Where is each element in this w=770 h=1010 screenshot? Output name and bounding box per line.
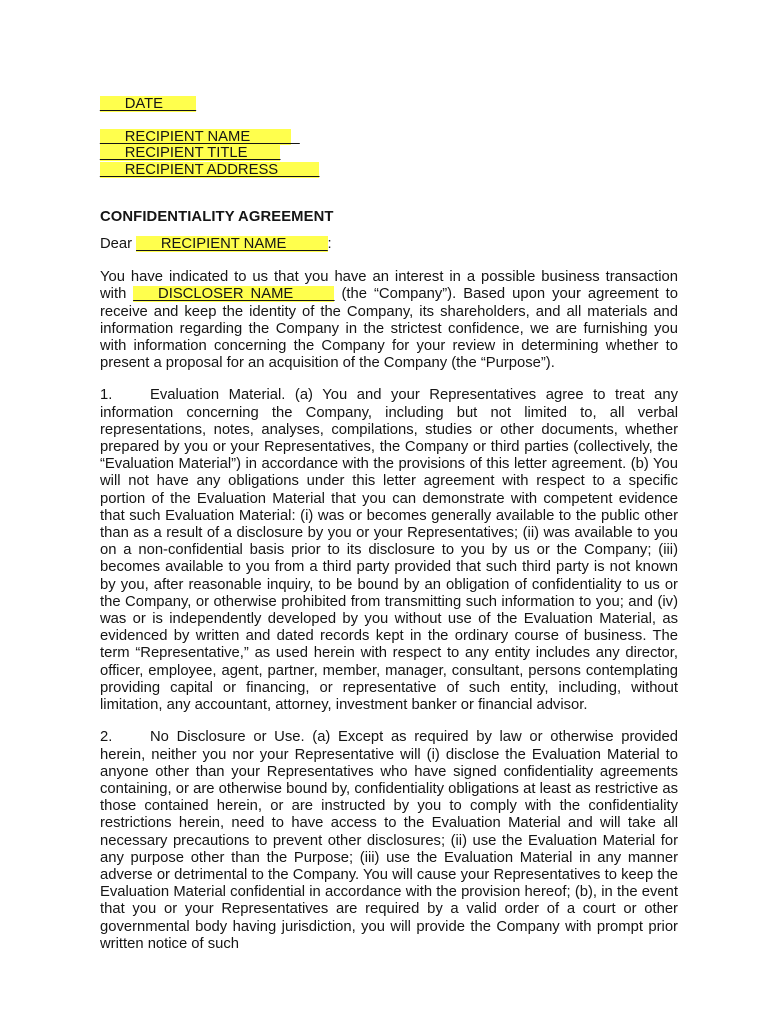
recipient-title-line (100, 145, 678, 161)
date-field-line (100, 96, 678, 113)
paragraph-2-number: 2. (100, 729, 113, 746)
recipient-name-underline-tail: _ (291, 129, 300, 146)
document-title: CONFIDENTIALITY AGREEMENT (100, 208, 334, 225)
recipient-name-placeholder-field[interactable]: ___RECIPIENT NAME_____ (100, 129, 292, 146)
paragraph-1-evaluation-material (100, 387, 678, 714)
recipient-title-placeholder-field[interactable]: ___RECIPIENT TITLE____ (100, 145, 281, 162)
paragraph-2-text: No Disclosure or Use. (a) Except as required by law or otherwise provided herein, neither you nor your Representative will (i) disclose the Evaluation Material to anyone other than your Representatives who have signed confidentiality agreements containing, or are otherwise bound by, confidentiality obligations at least as restrictive as those contained herein, or are instructed by you to comply with the confidentiality restrictions herein, need to have access to the Evaluation Material and will take all necessary precautions to prevent other disclosures; (ii) use the Evaluation Material for any purpose other than the Purpose; (iii) use the Evaluation Material in any manner adverse or detrimental to the Company. You will cause your Representatives to keep the Evaluation Material confidential in accordance with the provision hereof; (b), in the event that you or your Representatives are required by a valid order of a court or other governmental body having jurisdiction, you will provide the Company with prompt prior written notice of such (100, 729, 678, 952)
salutation-line (100, 236, 678, 253)
discloser-name-placeholder-field[interactable]: ___DISCLOSER NAME_____ (133, 286, 335, 303)
salutation-prefix: Dear (100, 236, 137, 253)
recipient-address-block (100, 129, 678, 178)
salutation-recipient-name-placeholder-field[interactable]: ___RECIPIENT NAME_____ (136, 236, 328, 253)
intro-text-after-field: (the “Company”). Based upon your agreement to receive and keep the identity of the Company, its shareholders, and all materials and information regarding the Company in the strictest confidence, we are furnishing you with information concerning the Company for your review in determining whether to present a proposal for an acquisition of the Company (the “Purpose”). (100, 286, 678, 372)
salutation-suffix: : (327, 236, 332, 253)
paragraph-1-number: 1. (100, 387, 113, 404)
recipient-address-placeholder-field[interactable]: ___RECIPIENT ADDRESS_____ (100, 161, 320, 178)
paragraph-1-text: Evaluation Material. (a) You and your Representatives agree to treat any information concerning the Company, including but not limited to, all verbal representations, notes, analyses, compilations, studies or other documents, whether prepared by you or your Representatives, the Company or third parties (collectively, the “Evaluation Material”) in accordance with the provisions of this letter agreement. (b) You will not have any obligations under this letter agreement with respect to a specific portion of the Evaluation Material that you can demonstrate with competent evidence that such Evaluation Material: (i) was or becomes generally available to the public other than as a result of a disclosure by you or your Representatives; (ii) was available to you on a non-confidential basis prior to its disclosure to you by us or the Company; (iii) becomes available to you from a third party provided that such third party is not known by you, after reasonable inquiry, to be bound by an obligation of confidentiality to us or the Company, or otherwise prohibited from transmitting such information to you; and (iv) was or is independently developed by you without use of the Evaluation Material, as evidenced by written and dated records kept in the ordinary course of business. The term “Representative,” as used herein with respect to any entity includes any director, officer, employee, agent, partner, member, manager, consultant, persons contemplating providing capital or financing, or representative of such entity, including, without limitation, any accountant, attorney, investment banker or financial advisor. (100, 387, 678, 714)
recipient-name-line (100, 129, 678, 145)
recipient-address-line (100, 162, 678, 178)
intro-paragraph (100, 269, 678, 372)
paragraph-2-no-disclosure-or-use (100, 729, 678, 953)
intro-text-before-field: You have indicated to us that you have an interest in a possible business transaction with (100, 269, 678, 303)
date-placeholder-field[interactable]: ___DATE____ (100, 96, 196, 112)
